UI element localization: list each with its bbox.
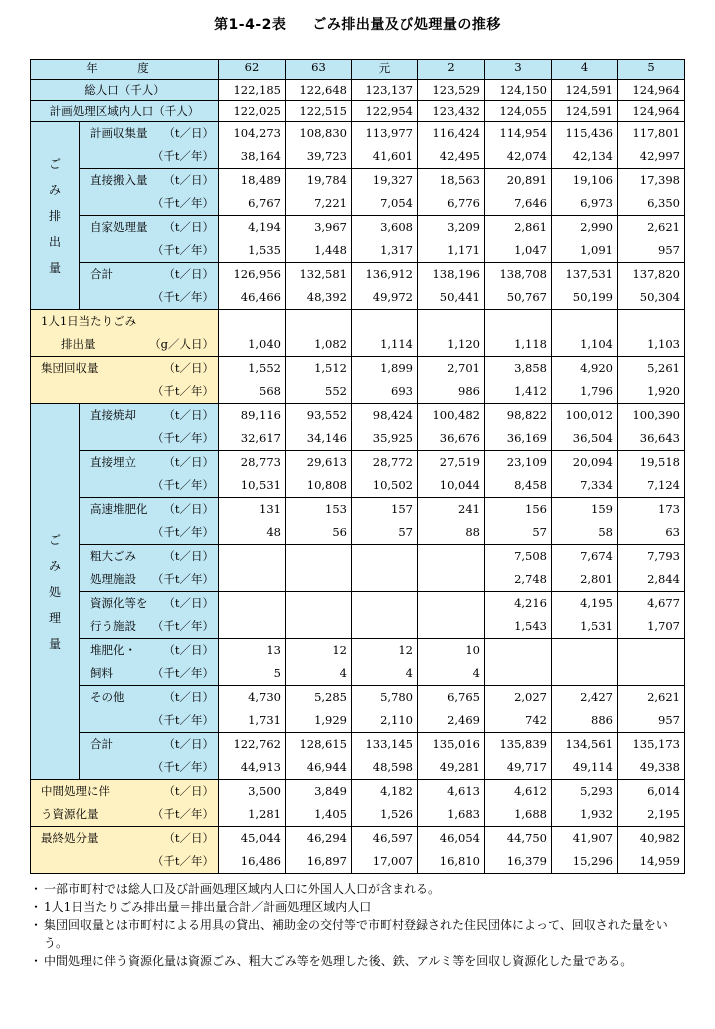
value-cell: 18,563 6,776 bbox=[418, 169, 485, 216]
unit-label: （千t／年） bbox=[151, 713, 214, 727]
unit-label: （t／日） bbox=[163, 643, 214, 657]
year-cell: 4 bbox=[552, 60, 618, 80]
value-cell: 135,016 49,281 bbox=[418, 733, 485, 780]
unit-label: （t／日） bbox=[163, 737, 214, 751]
value-cell: 153 56 bbox=[286, 498, 352, 545]
value-cell: 19,327 7,054 bbox=[352, 169, 418, 216]
value-cell bbox=[352, 592, 418, 639]
unit-label: （g／人日） bbox=[149, 337, 214, 351]
value-cell: 124,591 bbox=[552, 101, 618, 122]
value-cell: 132,581 48,392 bbox=[286, 263, 352, 310]
table-row bbox=[31, 545, 685, 592]
table-row bbox=[31, 101, 685, 122]
year-cell: 62 bbox=[219, 60, 286, 80]
table-row bbox=[31, 216, 685, 263]
value-cell: 6,765 2,469 bbox=[418, 686, 485, 733]
row-label bbox=[80, 451, 219, 498]
section-char: 排 bbox=[48, 208, 61, 223]
table-row bbox=[31, 357, 685, 404]
value-cell: 5,285 1,929 bbox=[286, 686, 352, 733]
value-cell: 98,822 36,169 bbox=[485, 404, 552, 451]
page-title bbox=[0, 14, 715, 34]
note-item bbox=[30, 898, 690, 916]
value-cell: 12 4 bbox=[286, 639, 352, 686]
unit-label: （千t／年） bbox=[151, 525, 214, 539]
row-label bbox=[31, 827, 219, 874]
row-label bbox=[80, 686, 219, 733]
unit-label: （千t／年） bbox=[151, 290, 214, 304]
value-cell: 1,552 568 bbox=[219, 357, 286, 404]
table-row bbox=[31, 498, 685, 545]
unit-label: （千t／年） bbox=[151, 384, 214, 398]
row-label bbox=[80, 404, 219, 451]
value-cell: 20,094 7,334 bbox=[552, 451, 618, 498]
item-name: 堆肥化・ bbox=[90, 643, 136, 657]
year-cell: 63 bbox=[286, 60, 352, 80]
value-cell: 135,173 49,338 bbox=[618, 733, 685, 780]
section-char: み bbox=[48, 558, 61, 573]
value-cell: 46,597 17,007 bbox=[352, 827, 418, 874]
value-cell: 1,512 552 bbox=[286, 357, 352, 404]
per-capita-line1: 1人1日当たりごみ bbox=[41, 314, 137, 328]
unit-label: （t／日） bbox=[163, 831, 214, 845]
value-cell: 156 57 bbox=[485, 498, 552, 545]
year-cell: 5 bbox=[618, 60, 685, 80]
bullet: ・ bbox=[30, 954, 43, 968]
item-name-2: 行う施設 bbox=[90, 619, 136, 633]
value-cell: 1,104 bbox=[552, 310, 618, 357]
value-cell: 3,849 1,405 bbox=[286, 780, 352, 827]
value-cell: 123,432 bbox=[418, 101, 485, 122]
table-row bbox=[31, 592, 685, 639]
row-label bbox=[80, 733, 219, 780]
value-cell: 137,531 50,199 bbox=[552, 263, 618, 310]
section-char: 理 bbox=[48, 610, 61, 625]
value-cell: 124,964 bbox=[618, 101, 685, 122]
value-cell: 28,772 10,502 bbox=[352, 451, 418, 498]
value-cell: 4,182 1,526 bbox=[352, 780, 418, 827]
value-cell: 27,519 10,044 bbox=[418, 451, 485, 498]
value-cell: 115,436 42,134 bbox=[552, 122, 618, 169]
unit-label: （t／日） bbox=[163, 549, 214, 563]
value-cell: 173 63 bbox=[618, 498, 685, 545]
value-cell: 20,891 7,646 bbox=[485, 169, 552, 216]
value-cell: 4,216 1,543 bbox=[485, 592, 552, 639]
section-char: ご bbox=[48, 156, 61, 171]
value-cell bbox=[219, 545, 286, 592]
value-cell: 2,861 1,047 bbox=[485, 216, 552, 263]
value-cell: 100,012 36,504 bbox=[552, 404, 618, 451]
value-cell: 40,982 14,959 bbox=[618, 827, 685, 874]
value-cell: 122,762 44,913 bbox=[219, 733, 286, 780]
table-row bbox=[31, 451, 685, 498]
value-cell: 2,621 957 bbox=[618, 216, 685, 263]
value-cell: 7,793 2,844 bbox=[618, 545, 685, 592]
value-cell: 122,025 bbox=[219, 101, 286, 122]
value-cell bbox=[485, 639, 552, 686]
value-cell: 12 4 bbox=[352, 639, 418, 686]
value-cell: 5,261 1,920 bbox=[618, 357, 685, 404]
table-row bbox=[31, 639, 685, 686]
value-cell: 4,730 1,731 bbox=[219, 686, 286, 733]
value-cell bbox=[352, 545, 418, 592]
section-char: 量 bbox=[48, 260, 61, 275]
item-name: 中間処理に伴 bbox=[41, 784, 110, 798]
value-cell: 123,137 bbox=[352, 80, 418, 101]
note-text: 1人1日当たりごみ排出量＝排出量合計／計画処理区域内人口 bbox=[44, 900, 372, 914]
value-cell: 124,150 bbox=[485, 80, 552, 101]
value-cell: 45,044 16,486 bbox=[219, 827, 286, 874]
value-cell: 19,784 7,221 bbox=[286, 169, 352, 216]
value-cell: 100,482 36,676 bbox=[418, 404, 485, 451]
item-name: 粗大ごみ bbox=[90, 549, 136, 563]
value-cell: 1,118 bbox=[485, 310, 552, 357]
unit-label: （千t／年） bbox=[151, 149, 214, 163]
unit-label: （千t／年） bbox=[151, 243, 214, 257]
item-name-2: 処理施設 bbox=[90, 572, 136, 586]
table-row bbox=[31, 827, 685, 874]
value-cell: 1,120 bbox=[418, 310, 485, 357]
item-name: 合計 bbox=[90, 267, 113, 281]
table-row bbox=[31, 263, 685, 310]
row-label: 計画処理区域内人口（千人） bbox=[31, 101, 219, 122]
value-cell: 6,014 2,195 bbox=[618, 780, 685, 827]
section-char: 量 bbox=[48, 636, 61, 651]
unit-label: （千t／年） bbox=[151, 619, 214, 633]
table-row bbox=[31, 310, 685, 357]
header-row bbox=[31, 60, 685, 80]
item-name: 直接埋立 bbox=[90, 455, 136, 469]
value-cell: 1,040 bbox=[219, 310, 286, 357]
value-cell: 3,608 1,317 bbox=[352, 216, 418, 263]
row-label bbox=[31, 310, 219, 357]
value-cell: 124,055 bbox=[485, 101, 552, 122]
item-name: 計画収集量 bbox=[90, 126, 148, 140]
table-row bbox=[31, 122, 685, 169]
unit-label: （t／日） bbox=[163, 784, 214, 798]
value-cell: 117,801 42,997 bbox=[618, 122, 685, 169]
value-cell: 241 88 bbox=[418, 498, 485, 545]
section-label bbox=[31, 404, 80, 780]
value-cell bbox=[286, 545, 352, 592]
value-cell bbox=[618, 639, 685, 686]
value-cell: 5,293 1,932 bbox=[552, 780, 618, 827]
section-char: 処 bbox=[48, 584, 61, 599]
table-row bbox=[31, 404, 685, 451]
value-cell bbox=[418, 592, 485, 639]
per-capita-name: 排出量 bbox=[61, 337, 96, 351]
value-cell: 4,194 1,535 bbox=[219, 216, 286, 263]
value-cell bbox=[418, 545, 485, 592]
value-cell: 133,145 48,598 bbox=[352, 733, 418, 780]
value-cell: 2,990 1,091 bbox=[552, 216, 618, 263]
value-cell bbox=[552, 639, 618, 686]
value-cell: 123,529 bbox=[418, 80, 485, 101]
value-cell: 124,591 bbox=[552, 80, 618, 101]
row-label: 総人口（千人） bbox=[31, 80, 219, 101]
value-cell: 1,082 bbox=[286, 310, 352, 357]
unit-label: （t／日） bbox=[163, 502, 214, 516]
value-cell: 122,648 bbox=[286, 80, 352, 101]
item-name-2: う資源化量 bbox=[41, 807, 99, 821]
value-cell: 138,708 50,767 bbox=[485, 263, 552, 310]
value-cell: 116,424 42,495 bbox=[418, 122, 485, 169]
value-cell: 157 57 bbox=[352, 498, 418, 545]
unit-label: （千t／年） bbox=[151, 196, 214, 210]
section-char: 出 bbox=[48, 234, 61, 249]
unit-label: （t／日） bbox=[163, 455, 214, 469]
row-label bbox=[80, 122, 219, 169]
row-label bbox=[80, 263, 219, 310]
item-name: 高速堆肥化 bbox=[90, 502, 148, 516]
value-cell: 10 4 bbox=[418, 639, 485, 686]
value-cell: 13 5 bbox=[219, 639, 286, 686]
unit-label: （t／日） bbox=[163, 690, 214, 704]
value-cell: 41,907 15,296 bbox=[552, 827, 618, 874]
value-cell: 131 48 bbox=[219, 498, 286, 545]
value-cell: 124,964 bbox=[618, 80, 685, 101]
value-cell: 4,612 1,688 bbox=[485, 780, 552, 827]
unit-label: （t／日） bbox=[163, 220, 214, 234]
value-cell: 122,185 bbox=[219, 80, 286, 101]
row-label bbox=[80, 545, 219, 592]
value-cell: 137,820 50,304 bbox=[618, 263, 685, 310]
value-cell: 113,977 41,601 bbox=[352, 122, 418, 169]
value-cell: 108,830 39,723 bbox=[286, 122, 352, 169]
table-row bbox=[31, 780, 685, 827]
row-label bbox=[80, 639, 219, 686]
note-item bbox=[30, 880, 690, 898]
value-cell: 138,196 50,441 bbox=[418, 263, 485, 310]
note-text: 集団回収量とは市町村による用具の貸出、補助金の交付等で市町村登録された住民団体によって、回収された量をいう。 bbox=[44, 918, 668, 950]
value-cell: 104,273 38,164 bbox=[219, 122, 286, 169]
value-cell: 29,613 10,808 bbox=[286, 451, 352, 498]
value-cell: 3,858 1,412 bbox=[485, 357, 552, 404]
unit-label: （千t／年） bbox=[151, 572, 214, 586]
section-char: み bbox=[48, 182, 61, 197]
value-cell: 4,677 1,707 bbox=[618, 592, 685, 639]
value-cell: 3,967 1,448 bbox=[286, 216, 352, 263]
item-name: 最終処分量 bbox=[41, 831, 99, 845]
value-cell: 5,780 2,110 bbox=[352, 686, 418, 733]
value-cell: 114,954 42,074 bbox=[485, 122, 552, 169]
row-label bbox=[80, 169, 219, 216]
note-item bbox=[30, 952, 690, 970]
unit-label: （t／日） bbox=[163, 267, 214, 281]
row-label bbox=[80, 498, 219, 545]
value-cell: 1,114 bbox=[352, 310, 418, 357]
value-cell: 46,054 16,810 bbox=[418, 827, 485, 874]
unit-label: （t／日） bbox=[163, 408, 214, 422]
row-label bbox=[31, 780, 219, 827]
value-cell bbox=[219, 592, 286, 639]
item-name: 集団回収量 bbox=[41, 361, 99, 375]
bullet: ・ bbox=[30, 918, 43, 932]
unit-label: （t／日） bbox=[163, 596, 214, 610]
value-cell: 7,674 2,801 bbox=[552, 545, 618, 592]
item-name: 自家処理量 bbox=[90, 220, 148, 234]
value-cell: 100,390 36,643 bbox=[618, 404, 685, 451]
table-row bbox=[31, 733, 685, 780]
value-cell: 126,956 46,466 bbox=[219, 263, 286, 310]
value-cell: 7,508 2,748 bbox=[485, 545, 552, 592]
year-cell: 3 bbox=[485, 60, 552, 80]
unit-label: （t／日） bbox=[163, 361, 214, 375]
value-cell: 4,195 1,531 bbox=[552, 592, 618, 639]
value-cell: 89,116 32,617 bbox=[219, 404, 286, 451]
value-cell: 3,209 1,171 bbox=[418, 216, 485, 263]
value-cell: 19,518 7,124 bbox=[618, 451, 685, 498]
item-name: 直接搬入量 bbox=[90, 173, 148, 187]
table-title: ごみ排出量及び処理量の推移 bbox=[312, 17, 501, 33]
value-cell: 17,398 6,350 bbox=[618, 169, 685, 216]
value-cell bbox=[286, 592, 352, 639]
unit-label: （千t／年） bbox=[151, 666, 214, 680]
bullet: ・ bbox=[30, 882, 43, 896]
year-cell: 元 bbox=[352, 60, 418, 80]
unit-label: （千t／年） bbox=[151, 478, 214, 492]
year-header: 年 度 bbox=[31, 60, 219, 80]
note-text: 一部市町村では総人口及び計画処理区域内人口に外国人人口が含まれる。 bbox=[44, 882, 441, 896]
value-cell: 93,552 34,146 bbox=[286, 404, 352, 451]
value-cell: 136,912 49,972 bbox=[352, 263, 418, 310]
table-row bbox=[31, 169, 685, 216]
value-cell: 3,500 1,281 bbox=[219, 780, 286, 827]
value-cell: 1,103 bbox=[618, 310, 685, 357]
unit-label: （t／日） bbox=[163, 126, 214, 140]
waste-table bbox=[30, 59, 685, 874]
unit-label: （t／日） bbox=[163, 173, 214, 187]
section-label bbox=[31, 122, 80, 310]
table-row bbox=[31, 80, 685, 101]
item-name: 資源化等を bbox=[90, 596, 148, 610]
item-name: 合計 bbox=[90, 737, 113, 751]
item-name: 直接焼却 bbox=[90, 408, 136, 422]
note-text: 中間処理に伴う資源化量は資源ごみ、粗大ごみ等を処理した後、鉄、アルミ等を回収し資源化した量である。 bbox=[44, 954, 633, 968]
value-cell: 2,027 742 bbox=[485, 686, 552, 733]
unit-label: （千t／年） bbox=[151, 807, 214, 821]
value-cell: 2,621 957 bbox=[618, 686, 685, 733]
bullet: ・ bbox=[30, 900, 43, 914]
value-cell: 4,920 1,796 bbox=[552, 357, 618, 404]
table-code: 第1-4-2表 bbox=[214, 17, 287, 33]
value-cell: 98,424 35,925 bbox=[352, 404, 418, 451]
item-name: その他 bbox=[90, 690, 125, 704]
note-item bbox=[30, 916, 690, 952]
notes bbox=[30, 880, 690, 970]
row-label bbox=[31, 357, 219, 404]
value-cell: 1,899 693 bbox=[352, 357, 418, 404]
item-name-2: 飼料 bbox=[90, 666, 113, 680]
row-label bbox=[80, 216, 219, 263]
unit-label: （千t／年） bbox=[151, 854, 214, 868]
value-cell: 46,294 16,897 bbox=[286, 827, 352, 874]
value-cell: 159 58 bbox=[552, 498, 618, 545]
value-cell: 19,106 6,973 bbox=[552, 169, 618, 216]
table-row bbox=[31, 686, 685, 733]
value-cell: 44,750 16,379 bbox=[485, 827, 552, 874]
value-cell: 122,515 bbox=[286, 101, 352, 122]
value-cell: 122,954 bbox=[352, 101, 418, 122]
value-cell: 134,561 49,114 bbox=[552, 733, 618, 780]
value-cell: 135,839 49,717 bbox=[485, 733, 552, 780]
year-cell: 2 bbox=[418, 60, 485, 80]
value-cell: 2,427 886 bbox=[552, 686, 618, 733]
row-label bbox=[80, 592, 219, 639]
section-char: ご bbox=[48, 532, 61, 547]
value-cell: 4,613 1,683 bbox=[418, 780, 485, 827]
unit-label: （千t／年） bbox=[151, 760, 214, 774]
value-cell: 2,701 986 bbox=[418, 357, 485, 404]
value-cell: 28,773 10,531 bbox=[219, 451, 286, 498]
value-cell: 23,109 8,458 bbox=[485, 451, 552, 498]
value-cell: 128,615 46,944 bbox=[286, 733, 352, 780]
value-cell: 18,489 6,767 bbox=[219, 169, 286, 216]
unit-label: （千t／年） bbox=[151, 431, 214, 445]
